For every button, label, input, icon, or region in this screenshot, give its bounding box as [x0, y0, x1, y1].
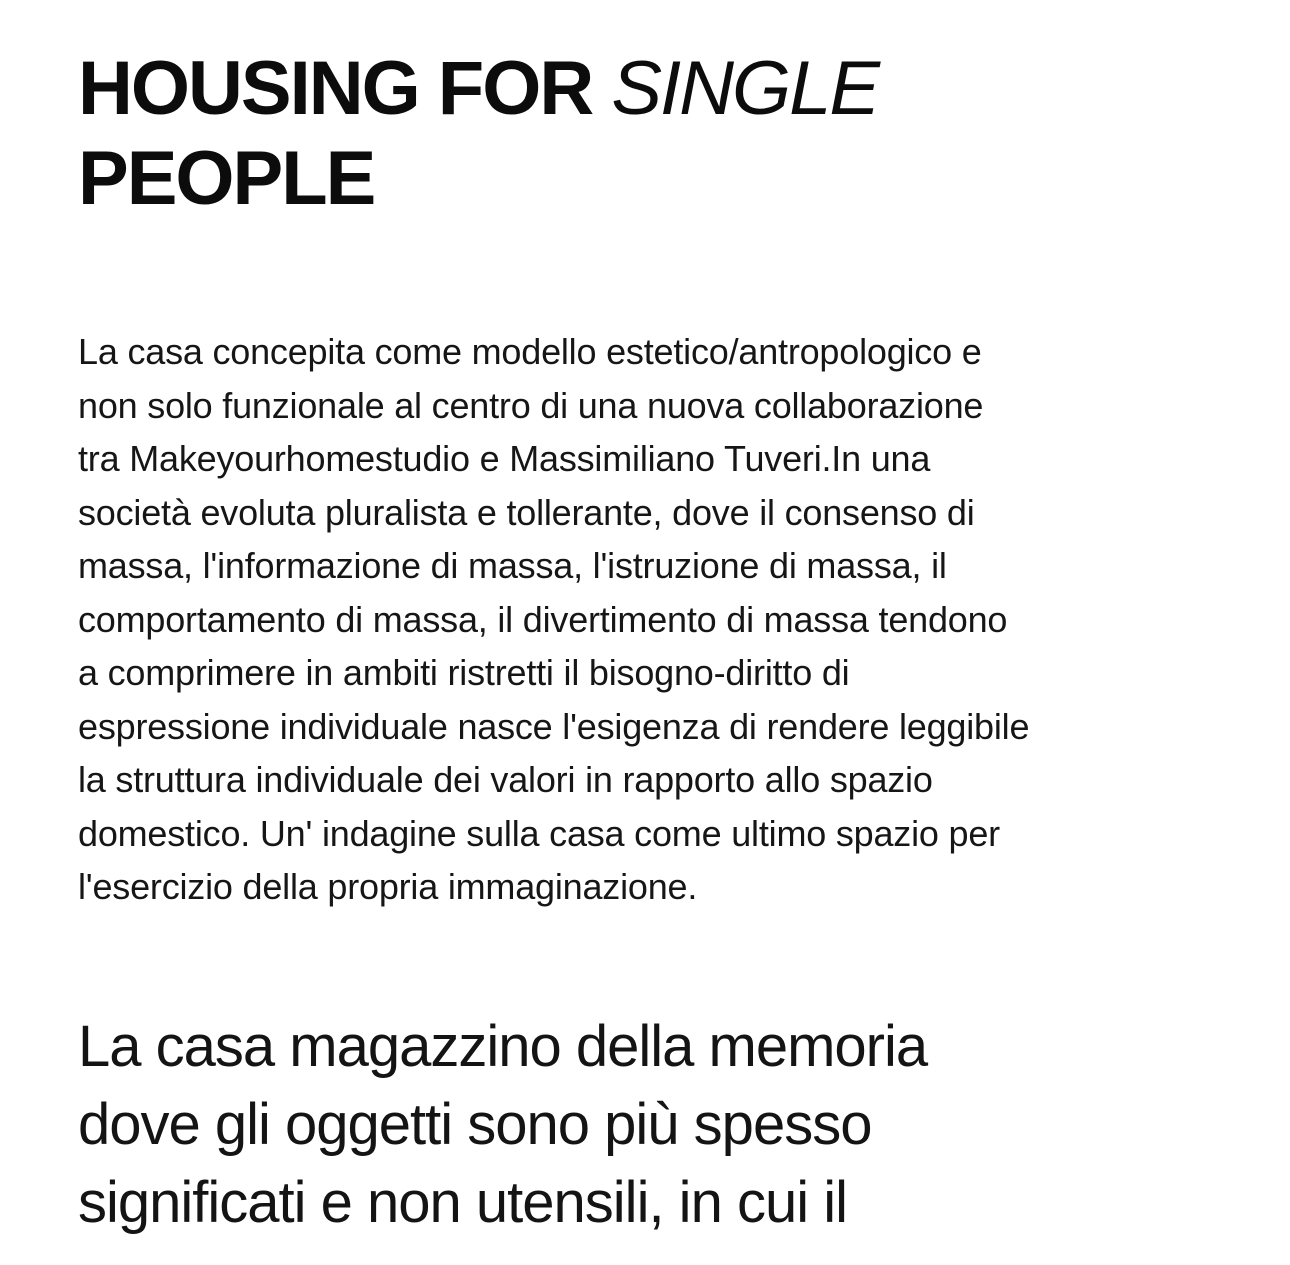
body-line: la struttura individuale dei valori in rapporto allo spazio	[78, 759, 933, 800]
body-paragraph	[78, 325, 1268, 914]
title-italic-part: SINGLE	[611, 46, 879, 131]
body-line: domestico. Un' indagine sulla casa come ultimo spazio per	[78, 812, 1000, 854]
body-line: espressione individuale nasce l'esigenza di rendere leggibile	[78, 705, 1030, 747]
lead-quote	[78, 1008, 1268, 1242]
lead-line: dove gli oggetti sono più spesso	[78, 1092, 872, 1157]
body-line: l'esercizio della propria immaginazione.	[78, 866, 698, 907]
title-line-1	[78, 44, 878, 134]
body-line: tra Makeyourhomestudio e Massimiliano Tuveri.In una	[78, 438, 931, 479]
body-line: società evoluta pluralista e tollerante, dove il consenso di	[78, 491, 975, 533]
body-line: La casa concepita come modello estetico/antropologico e	[78, 331, 982, 372]
title-line-2: PEOPLE	[78, 136, 375, 221]
body-line: a comprimere in ambiti ristretti il bisogno-diritto di	[78, 652, 850, 693]
page-title	[78, 44, 878, 224]
body-line: non solo funzionale al centro di una nuova collaborazione	[78, 384, 984, 426]
body-line: comportamento di massa, il divertimento di massa tendono	[78, 598, 1008, 640]
lead-line: significati e non utensili, in cui il	[78, 1170, 847, 1235]
title-bold-part: HOUSING FOR	[78, 46, 612, 131]
lead-line: La casa magazzino della memoria	[78, 1014, 928, 1079]
body-line: massa, l'informazione di massa, l'istruzione di massa, il	[78, 545, 947, 586]
